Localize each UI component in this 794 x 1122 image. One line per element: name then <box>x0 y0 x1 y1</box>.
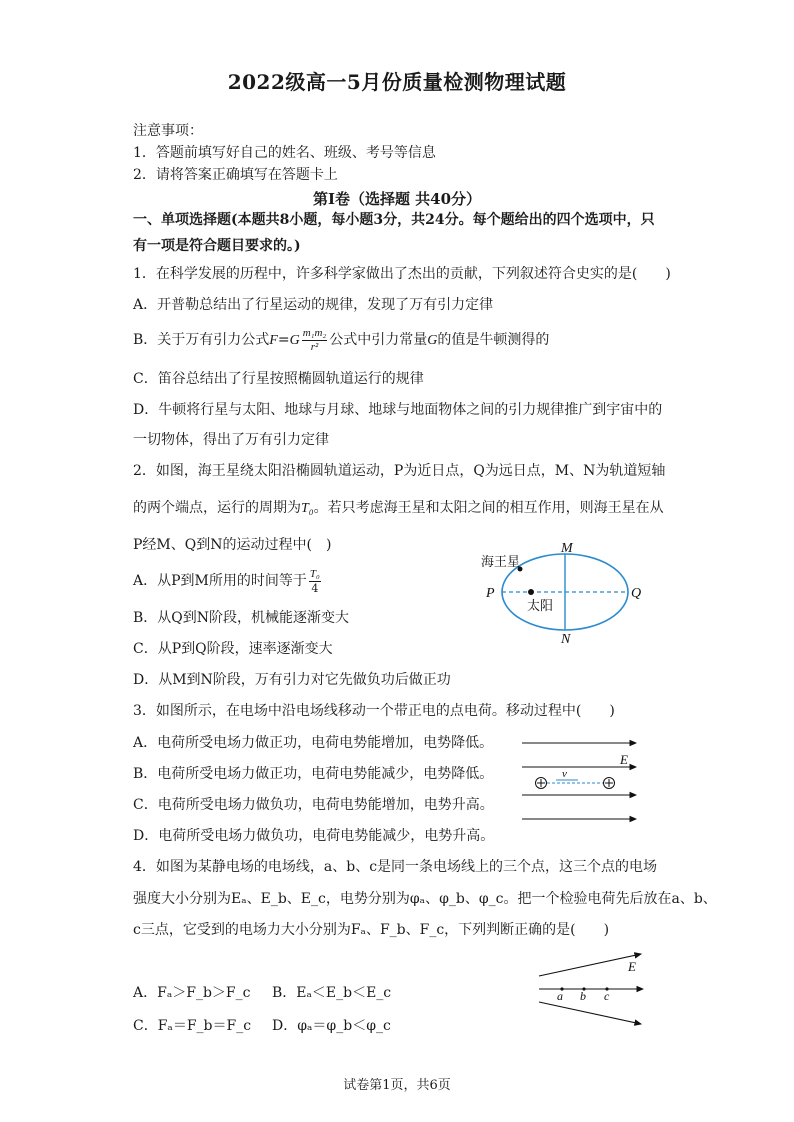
q2-option-a <box>133 567 323 595</box>
sun-label: 太阳 <box>527 598 554 613</box>
q2-stem-line2-suffix: 。若只考虑海王星和太阳之间的相互作用，则海王星在从 <box>313 500 664 516</box>
formula-f: F <box>269 333 278 348</box>
q1-option-b-prefix: B．关于万有引力公式 <box>133 332 270 348</box>
q1-option-d-line1: D．牛顿将行星与太阳、地球与月球、地球与地面物体之间的引力规律推广到宇宙中的 <box>133 402 663 418</box>
q2-option-a-prefix: A．从P到M所用的时间等于 <box>133 573 307 589</box>
notes-item-2: 2．请将答案正确填写在答题卡上 <box>133 167 338 183</box>
part1-instructions-line1: 一、单项选择题(本题共8小题，每小题3分，共24分。每个题给出的四个选项中，只 <box>133 212 655 228</box>
period-t0: T₀ <box>301 501 314 516</box>
q1-option-d-line2: 一切物体，得出了万有引力定律 <box>133 432 329 448</box>
formula-fraction <box>302 327 328 354</box>
formula-denominator: r² <box>310 340 319 353</box>
point-m-label: M <box>561 541 573 556</box>
q2-option-c: C．从P到Q阶段，速率逐渐变大 <box>133 641 333 657</box>
page-title: 2022级高一5月份质量检测物理试题 <box>227 70 567 94</box>
point-n-label: N <box>561 632 571 647</box>
q4-stem-line3: c三点，它受到的电场力大小分别为Fₐ、F_b、F_c，下列判断正确的是( ) <box>133 922 610 938</box>
q2-option-d: D．从M到N阶段，万有引力对它先做负功后做正功 <box>133 672 451 688</box>
q1-option-b-mid: 公式中引力常量 <box>329 332 428 348</box>
notes-item-1: 1．答题前填写好自己的姓名、班级、考号等信息 <box>133 145 436 161</box>
q3-option-a: A．电荷所受电场力做正功，电荷电势能增加，电势降低。 <box>133 735 494 751</box>
part1-instructions-line2: 有一项是符合题目要求的。) <box>133 238 301 254</box>
field-line-upper <box>539 954 641 976</box>
q2-stem-line2-prefix: 的两个端点，运行的周期为 <box>133 500 301 516</box>
formula-g: G <box>289 333 300 348</box>
sun-dot <box>528 589 534 595</box>
point-q-label: Q <box>631 586 642 601</box>
formula-numerator: m₁m₂ <box>302 326 327 339</box>
q4-stem-line1: 4．如图为某静电场的电场线，a、b、c是同一条电场线上的三个点，这三个点的电场 <box>133 859 658 875</box>
q2-option-a-fraction <box>309 568 321 595</box>
field-e-label: E <box>620 752 628 767</box>
q3-option-b: B．电荷所受电场力做正功，电荷电势能减少，电势降低。 <box>133 766 494 782</box>
notes-heading: 注意事项： <box>133 123 203 139</box>
velocity-label: v <box>562 768 567 780</box>
field-lines-diagram <box>520 735 640 825</box>
q1-option-c: C．笛谷总结出了行星按照椭圆轨道运行的规律 <box>133 371 424 387</box>
point-a-label: a <box>557 989 563 1003</box>
q4-option-d: D．φₐ＝φ_b＜φ_c <box>272 1018 391 1034</box>
neptune-label: 海王星 <box>481 554 521 569</box>
q2-stem-line2 <box>133 499 664 518</box>
page-footer: 试卷第1页，共6页 <box>343 1078 451 1093</box>
orbit-diagram <box>478 540 658 645</box>
q2-option-a-denominator: 4 <box>311 581 319 595</box>
q4-option-c: C．Fₐ＝F_b＝F_c <box>133 1018 252 1034</box>
constant-g: G <box>427 333 438 348</box>
q2-stem-line1: 2．如图，海王星绕太阳沿椭圆轨道运动，P为近日点，Q为远日点，M、N为轨道短轴 <box>133 463 666 479</box>
q2-option-a-numerator: T₀ <box>309 567 320 580</box>
q3-option-c: C．电荷所受电场力做负功，电荷电势能增加，电势升高。 <box>133 797 494 813</box>
field-line-lower <box>539 1002 641 1024</box>
q4-option-b: B．Eₐ＜E_b＜E_c <box>272 985 392 1001</box>
q3-option-d: D．电荷所受电场力做负功，电荷电势能减少，电势升高。 <box>133 828 495 844</box>
q1-stem: 1．在科学发展的历程中，许多科学家做出了杰出的贡献，下列叙述符合史实的是( ) <box>133 266 671 282</box>
formula-equals: = <box>277 332 290 348</box>
q3-stem: 3．如图所示，在电场中沿电场线移动一个带正电的点电荷。移动过程中( ) <box>133 703 615 719</box>
q4-stem-line2: 强度大小分别为Eₐ、E_b、E_c，电势分别为φₐ、φ_b、φ_c。把一个检验电荷先后放在a、b、 <box>133 891 717 907</box>
q1-option-a: A．开普勒总结出了行星运动的规律，发现了万有引力定律 <box>133 297 494 313</box>
point-c-label: c <box>604 989 610 1003</box>
section-heading: 第I卷（选择题 共40分） <box>312 190 482 208</box>
q1-option-b <box>133 326 549 355</box>
q1-option-b-suffix: 的值是牛顿测得的 <box>437 332 550 348</box>
q2-option-b: B．从Q到N阶段，机械能逐渐变大 <box>133 610 350 626</box>
point-b-label: b <box>580 989 586 1003</box>
converging-field-diagram <box>535 950 655 1030</box>
point-p-label: P <box>486 586 495 601</box>
q4-option-a: A．Fₐ＞F_b＞F_c <box>133 985 251 1001</box>
q2-stem-line3: P经M、Q到N的运动过程中( ) <box>133 537 332 553</box>
field-e-label-q4: E <box>628 959 636 974</box>
